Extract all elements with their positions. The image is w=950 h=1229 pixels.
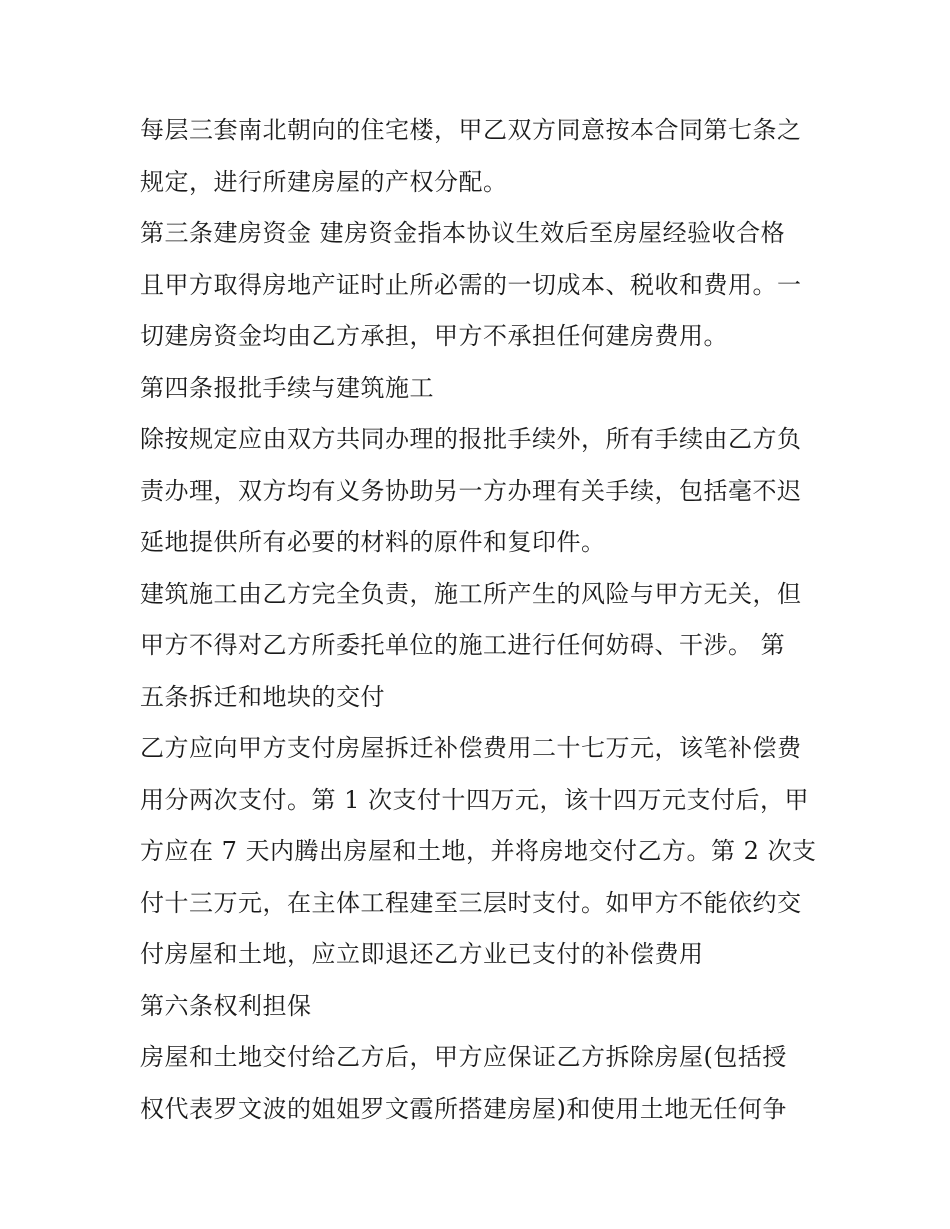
- text-line: 且甲方取得房地产证时止所必需的一切成本、税收和费用。一: [140, 270, 802, 299]
- text-line: 乙方应向甲方支付房屋拆迁补偿费用二十七万元，该笔补偿费: [140, 734, 802, 762]
- text-line: 房屋和土地交付给乙方后，甲方应保证乙方拆除房屋(包括授: [140, 1043, 787, 1071]
- document-body: [140, 105, 830, 1135]
- text-line: 延地提供所有必要的材料的原件和复印件。: [140, 528, 606, 556]
- text-line: 甲方不得对乙方所委托单位的施工进行任何妨碍、干涉。 第: [140, 631, 786, 659]
- text-line: 用分两次支付。第 1 次支付十四万元，该十四万元支付后，甲: [140, 785, 810, 814]
- section-heading-line: 第四条报批手续与建筑施工: [140, 373, 434, 402]
- text-line: 切建房资金均由乙方承担，甲方不承担任何建房费用。: [140, 322, 728, 350]
- section-heading-line: 第六条权利担保: [140, 991, 312, 1020]
- text-line: 方应在 7 天内腾出房屋和土地，并将房地交付乙方。第 2 次支: [140, 837, 817, 865]
- text-line: 付十三万元，在主体工程建至三层时支付。如甲方不能依约交: [140, 888, 802, 917]
- text-line: 规定，进行所建房屋的产权分配。: [140, 167, 508, 196]
- text-line: 建筑施工由乙方完全负责，施工所产生的风险与甲方无关，但: [140, 579, 802, 608]
- text-line: 付房屋和土地，应立即退还乙方业已支付的补偿费用: [140, 940, 704, 968]
- section-heading-line: 五条拆迁和地块的交付: [140, 682, 385, 711]
- text-line: 责办理，双方均有义务协助另一方办理有关手续，包括毫不迟: [140, 476, 802, 505]
- text-line: 权代表罗文波的姐姐罗文霞所搭建房屋)和使用土地无任何争: [140, 1094, 787, 1123]
- text-line: 每层三套南北朝向的住宅楼，甲乙双方同意按本合同第七条之: [140, 116, 802, 144]
- text-line: 第三条建房资金 建房资金指本协议生效后至房屋经验收合格: [140, 219, 786, 247]
- text-line: 除按规定应由双方共同办理的报批手续外，所有手续由乙方负: [140, 425, 802, 453]
